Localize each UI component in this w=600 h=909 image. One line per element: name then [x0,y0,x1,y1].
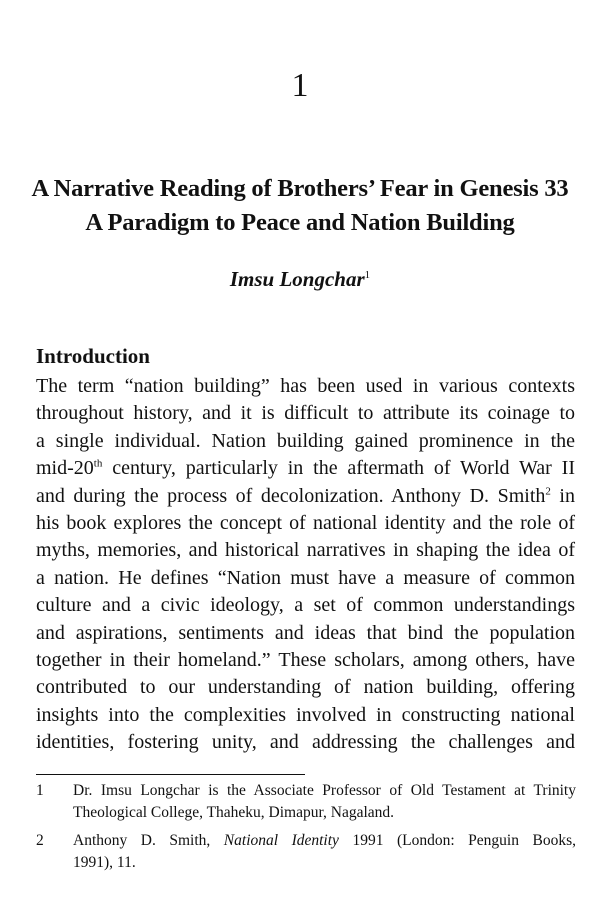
body-line: and aspirations, sentiments and ideas that bind the population [36,621,575,644]
body-line: culture and a civic ideology, a set of common understandings [36,594,575,617]
footnote-line: Theological College, Thaheku, Dimapur, Nagaland. [73,804,395,821]
body-text-segment: and during the process of decolonization. Anthony D. Smith [36,484,546,507]
footnote [36,780,576,824]
body-text-segment: mid-20 [36,457,94,480]
chapter-subtitle: A Paradigm to Peace and Nation Building [85,209,515,236]
footnote-divider [36,774,305,775]
author-byline [0,265,600,293]
body-line [36,455,575,482]
footnote-number: 1 [36,782,44,799]
body-paragraph [36,373,575,756]
footnote-line [73,830,576,852]
footnote-ref: 2 [545,484,551,497]
chapter-title [0,172,600,240]
body-line: together in their homeland.” These scholars, among others, have [36,648,575,671]
body-line [36,483,575,510]
footnote-text-segment: 1991 (London: Penguin Books, [338,832,576,849]
body-line: The term “nation building” has been used in various contexts [36,375,575,397]
footnote-number: 2 [36,832,44,849]
footnotes [36,780,576,880]
body-line: throughout history, and it is difficult to attribute its coinage to [36,402,575,425]
body-text-segment: century, particularly in the aftermath of World War II [102,457,575,480]
book-title: National Identity [223,832,339,849]
body-line: his book explores the concept of national identity and the role of [36,511,575,534]
footnote-text-segment: Anthony D. Smith, [73,832,224,849]
chapter-title-line-1: A Narrative Reading of Brothers’ Fear in Genesis 33 [31,175,569,202]
ordinal-superscript: th [93,457,103,470]
author-name: Imsu Longchar [229,267,365,291]
author-footnote-ref: 1 [364,269,371,281]
body-line: a single individual. Nation building gained prominence in the [36,429,575,452]
body-line: identities, fostering unity, and addressing the challenges and [36,731,575,754]
chapter-number: 1 [291,67,309,104]
footnote [36,830,576,874]
section-heading: Introduction [36,344,150,368]
body-line: insights into the complexities involved in constructing national [36,703,575,726]
body-line: myths, memories, and historical narratives in shaping the idea of [36,539,575,562]
footnote-line: 1991), 11. [73,854,136,871]
body-text-segment: in [550,484,575,507]
body-line: a nation. He defines “Nation must have a measure of common [36,566,575,589]
footnote-line: Dr. Imsu Longchar is the Associate Professor of Old Testament at Trinity [73,782,576,799]
body-line: contributed to our understanding of nation building, offering [36,676,575,699]
